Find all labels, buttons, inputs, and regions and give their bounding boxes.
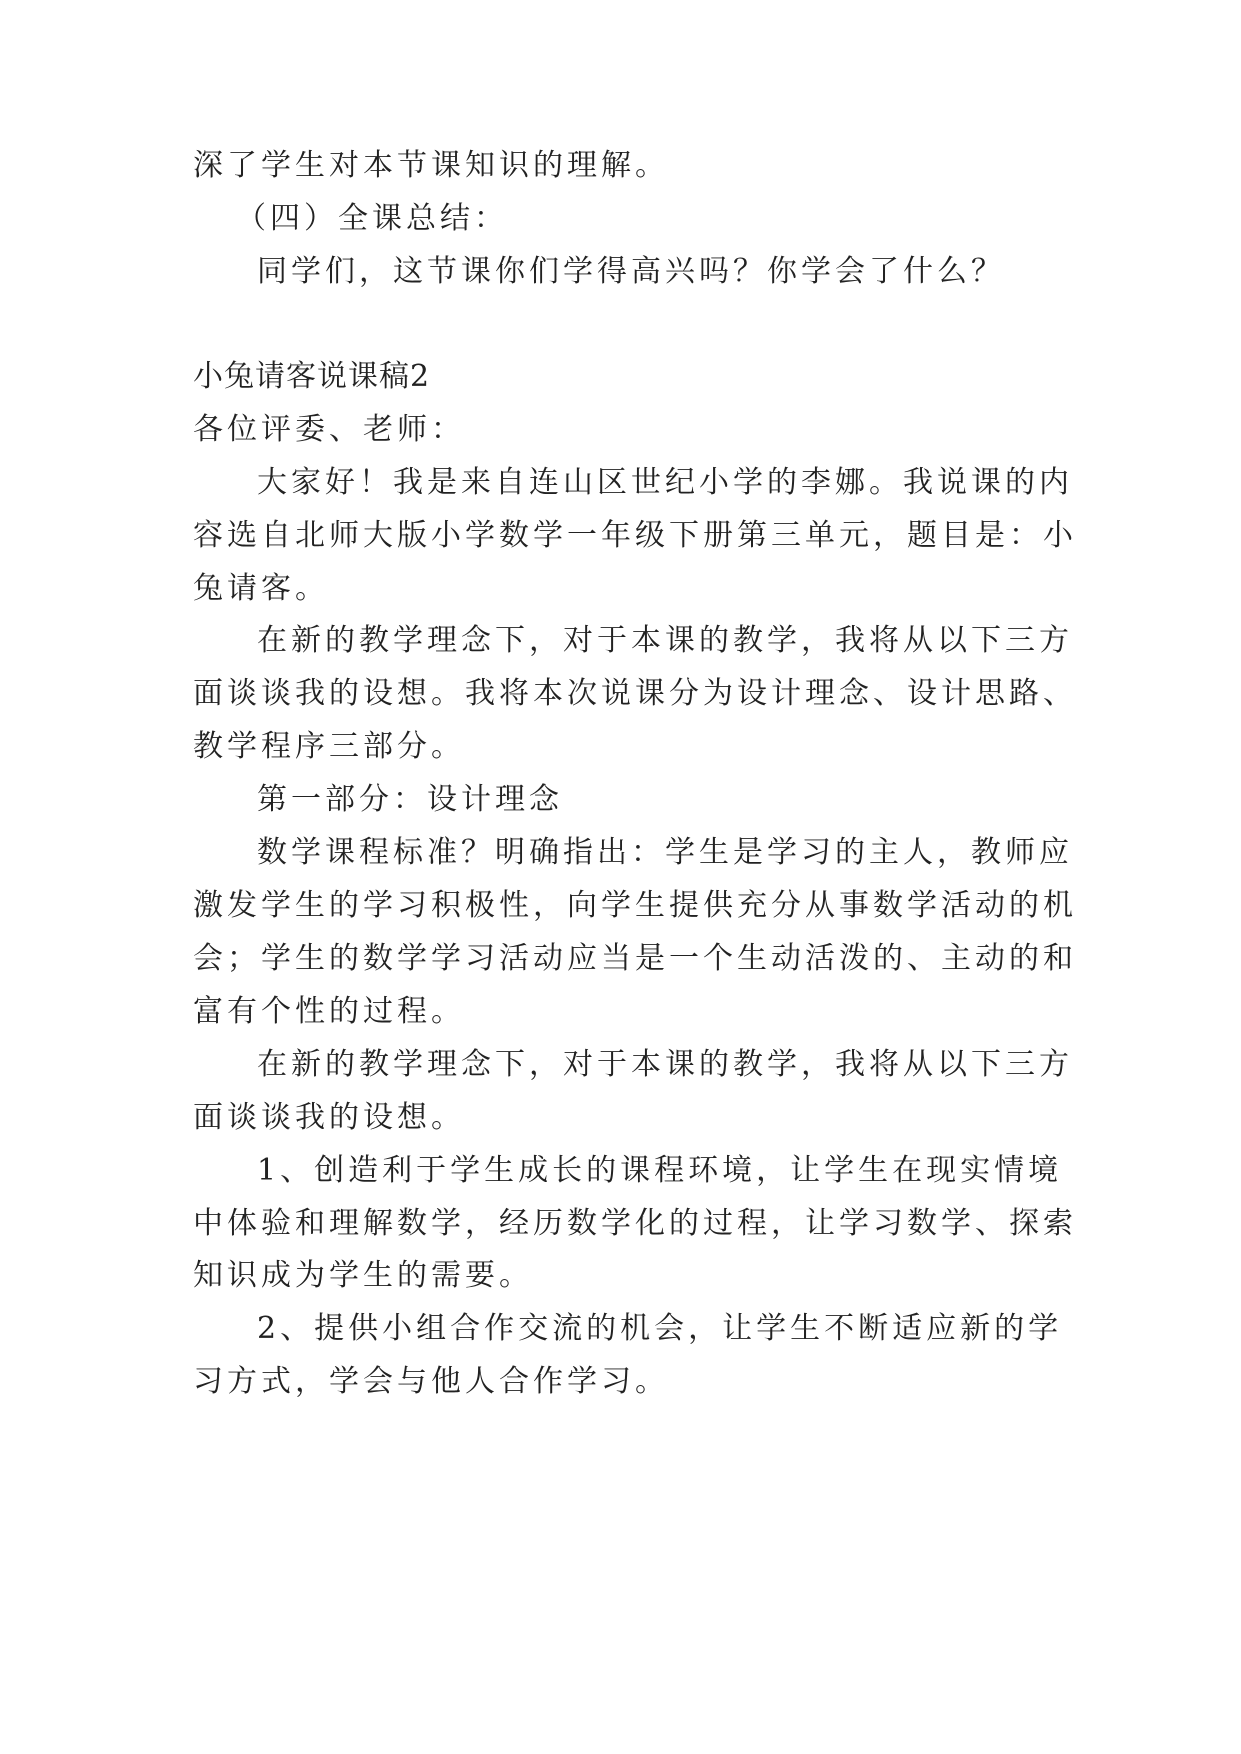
intro-line: 大家好！我是来自连山区世纪小学的李娜。我说课的内 bbox=[257, 465, 1073, 500]
intro-line: 兔请客。 bbox=[193, 571, 329, 606]
point1-line: 1、创造利于学生成长的课程环境，让学生在现实情境 bbox=[257, 1153, 1063, 1188]
document-title: 小兔请客说课稿2 bbox=[193, 359, 431, 394]
standard-line: 富有个性的过程。 bbox=[193, 994, 465, 1029]
closing-question: 同学们，这节课你们学得高兴吗？你学会了什么？ bbox=[257, 254, 1005, 289]
point2-line: 习方式，学会与他人合作学习。 bbox=[193, 1364, 669, 1399]
plan-line: 在新的教学理念下，对于本课的教学，我将从以下三方 bbox=[257, 623, 1073, 658]
repeat-line: 在新的教学理念下，对于本课的教学，我将从以下三方 bbox=[257, 1047, 1073, 1082]
continued-paragraph-line: 深了学生对本节课知识的理解。 bbox=[193, 148, 669, 183]
standard-line: 激发学生的学习积极性，向学生提供充分从事数学活动的机 bbox=[193, 888, 1077, 923]
repeat-line: 面谈谈我的设想。 bbox=[193, 1100, 465, 1135]
point2-line: 2、提供小组合作交流的机会，让学生不断适应新的学 bbox=[257, 1311, 1063, 1346]
standard-line: 数学课程标准？明确指出：学生是学习的主人，教师应 bbox=[257, 835, 1073, 870]
salutation: 各位评委、老师： bbox=[193, 412, 465, 447]
intro-line: 容选自北师大版小学数学一年级下册第三单元，题目是：小 bbox=[193, 518, 1077, 553]
point1-line: 中体验和理解数学，经历数学化的过程，让学习数学、探索 bbox=[193, 1206, 1077, 1241]
part1-heading: 第一部分：设计理念 bbox=[257, 782, 563, 817]
plan-line: 面谈谈我的设想。我将本次说课分为设计理念、设计思路、 bbox=[193, 676, 1077, 711]
standard-line: 会；学生的数学学习活动应当是一个生动活泼的、主动的和 bbox=[193, 941, 1077, 976]
point1-line: 知识成为学生的需要。 bbox=[193, 1258, 533, 1293]
section-heading-summary: （四）全课总结： bbox=[236, 201, 508, 236]
plan-line: 教学程序三部分。 bbox=[193, 729, 465, 764]
